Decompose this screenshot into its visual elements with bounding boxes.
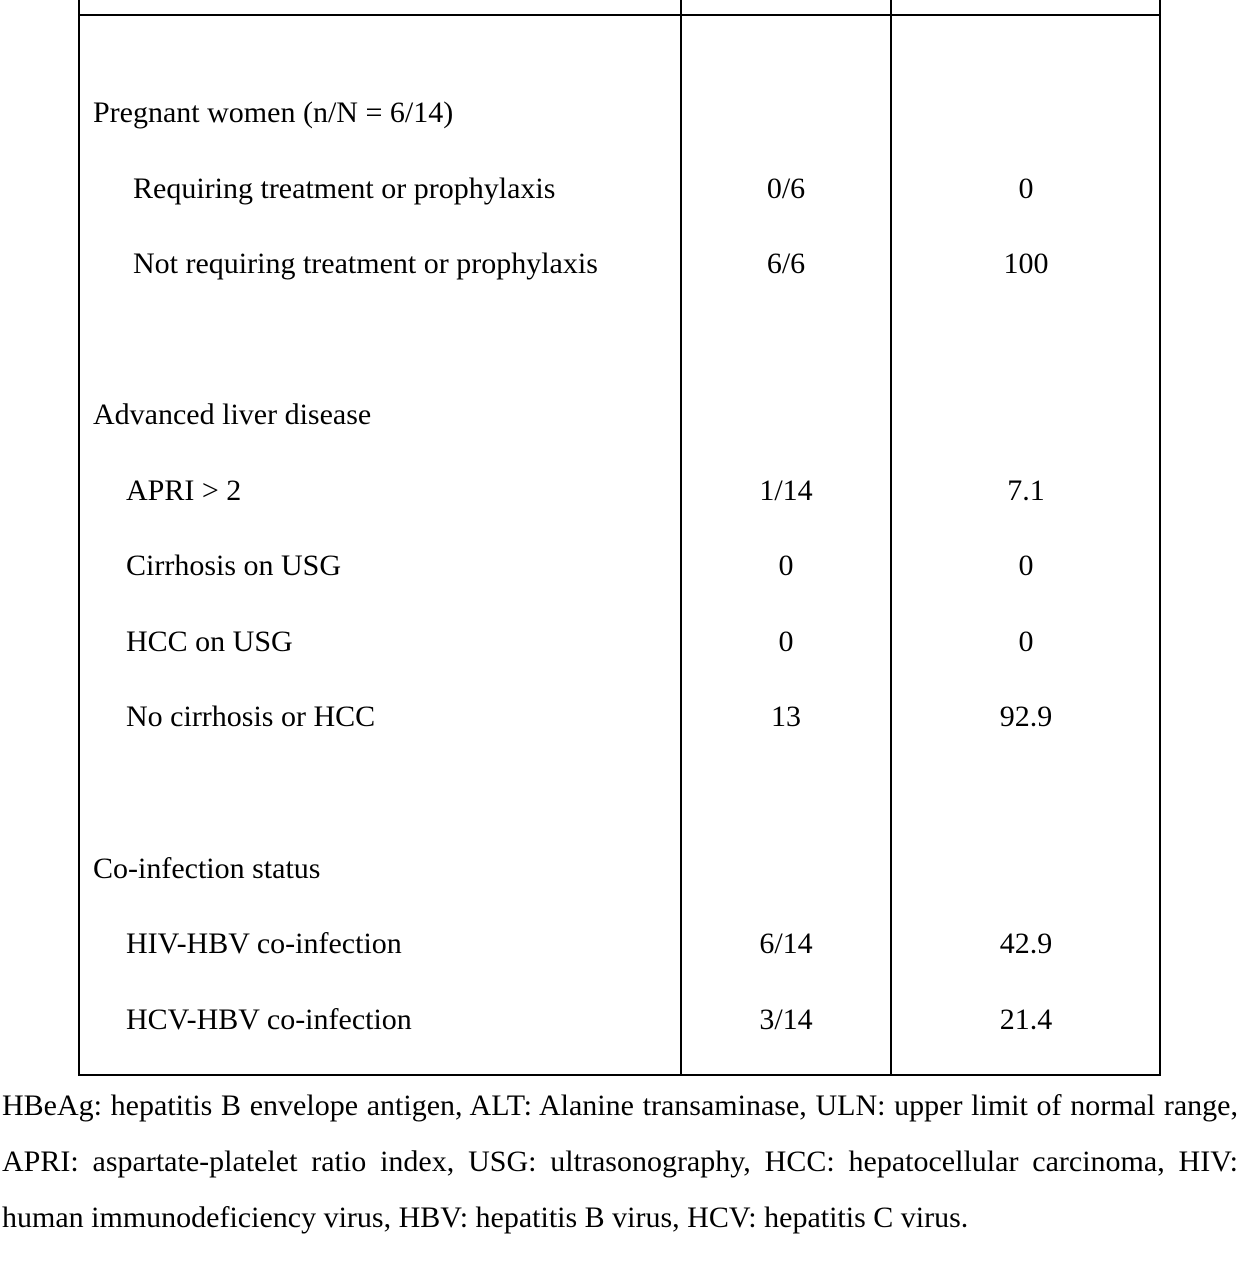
section-heading-co-infection-status: Co-infection status <box>93 852 321 885</box>
row-n: 0 <box>778 549 794 582</box>
row-n: 0 <box>778 625 794 658</box>
row-label: Cirrhosis on USG <box>126 549 342 582</box>
row-percent: 42.9 <box>999 927 1053 960</box>
row-percent: 100 <box>1003 247 1049 280</box>
row-percent: 7.1 <box>1007 474 1045 507</box>
column-divider-n <box>680 0 682 1076</box>
table-frame <box>78 0 1161 1076</box>
table-row <box>0 622 1240 662</box>
column-divider-percent <box>890 0 892 1076</box>
row-n: 6/14 <box>759 927 813 960</box>
row-label: APRI > 2 <box>126 474 242 507</box>
section-heading-advanced-liver-disease: Advanced liver disease <box>93 398 372 431</box>
row-percent: 0 <box>1018 625 1034 658</box>
row-percent: 0 <box>1018 549 1034 582</box>
row-percent: 21.4 <box>999 1003 1053 1036</box>
table-row <box>0 395 1240 435</box>
row-label: Not requiring treatment or prophylaxis <box>133 247 598 280</box>
table-row <box>0 924 1240 964</box>
table-row <box>0 546 1240 586</box>
row-n: 13 <box>771 700 801 733</box>
row-n: 0/6 <box>766 172 806 205</box>
table-row <box>0 93 1240 133</box>
row-n: 1/14 <box>759 474 813 507</box>
row-label: HIV-HBV co-infection <box>126 927 402 960</box>
row-percent: 92.9 <box>999 700 1053 733</box>
row-n: 6/6 <box>766 247 806 280</box>
table-header-rule <box>78 14 1161 16</box>
row-label: No cirrhosis or HCC <box>126 700 376 733</box>
row-label: HCV-HBV co-infection <box>126 1003 412 1036</box>
table-row <box>0 471 1240 511</box>
row-n: 3/14 <box>759 1003 813 1036</box>
row-label: HCC on USG <box>126 625 293 658</box>
section-heading-pregnant-women: Pregnant women (n/N = 6/14) <box>93 96 454 129</box>
row-label: Requiring treatment or prophylaxis <box>133 172 556 205</box>
table-row <box>0 169 1240 209</box>
table-row <box>0 849 1240 889</box>
row-percent: 0 <box>1018 172 1034 205</box>
table-footnote: HBeAg: hepatitis B envelope antigen, ALT: Alanine transaminase, ULN: upper limit of normal range, APRI: aspartate-platelet ratio index, USG: ultrasonography, HCC: hepatocellular carcinoma, HIV: human immunodeficiency virus, HBV: hepatitis B virus, HCV: hepatitis C virus. <box>2 1089 1238 1234</box>
table-row <box>0 244 1240 284</box>
table-row <box>0 1000 1240 1040</box>
table-row <box>0 697 1240 737</box>
